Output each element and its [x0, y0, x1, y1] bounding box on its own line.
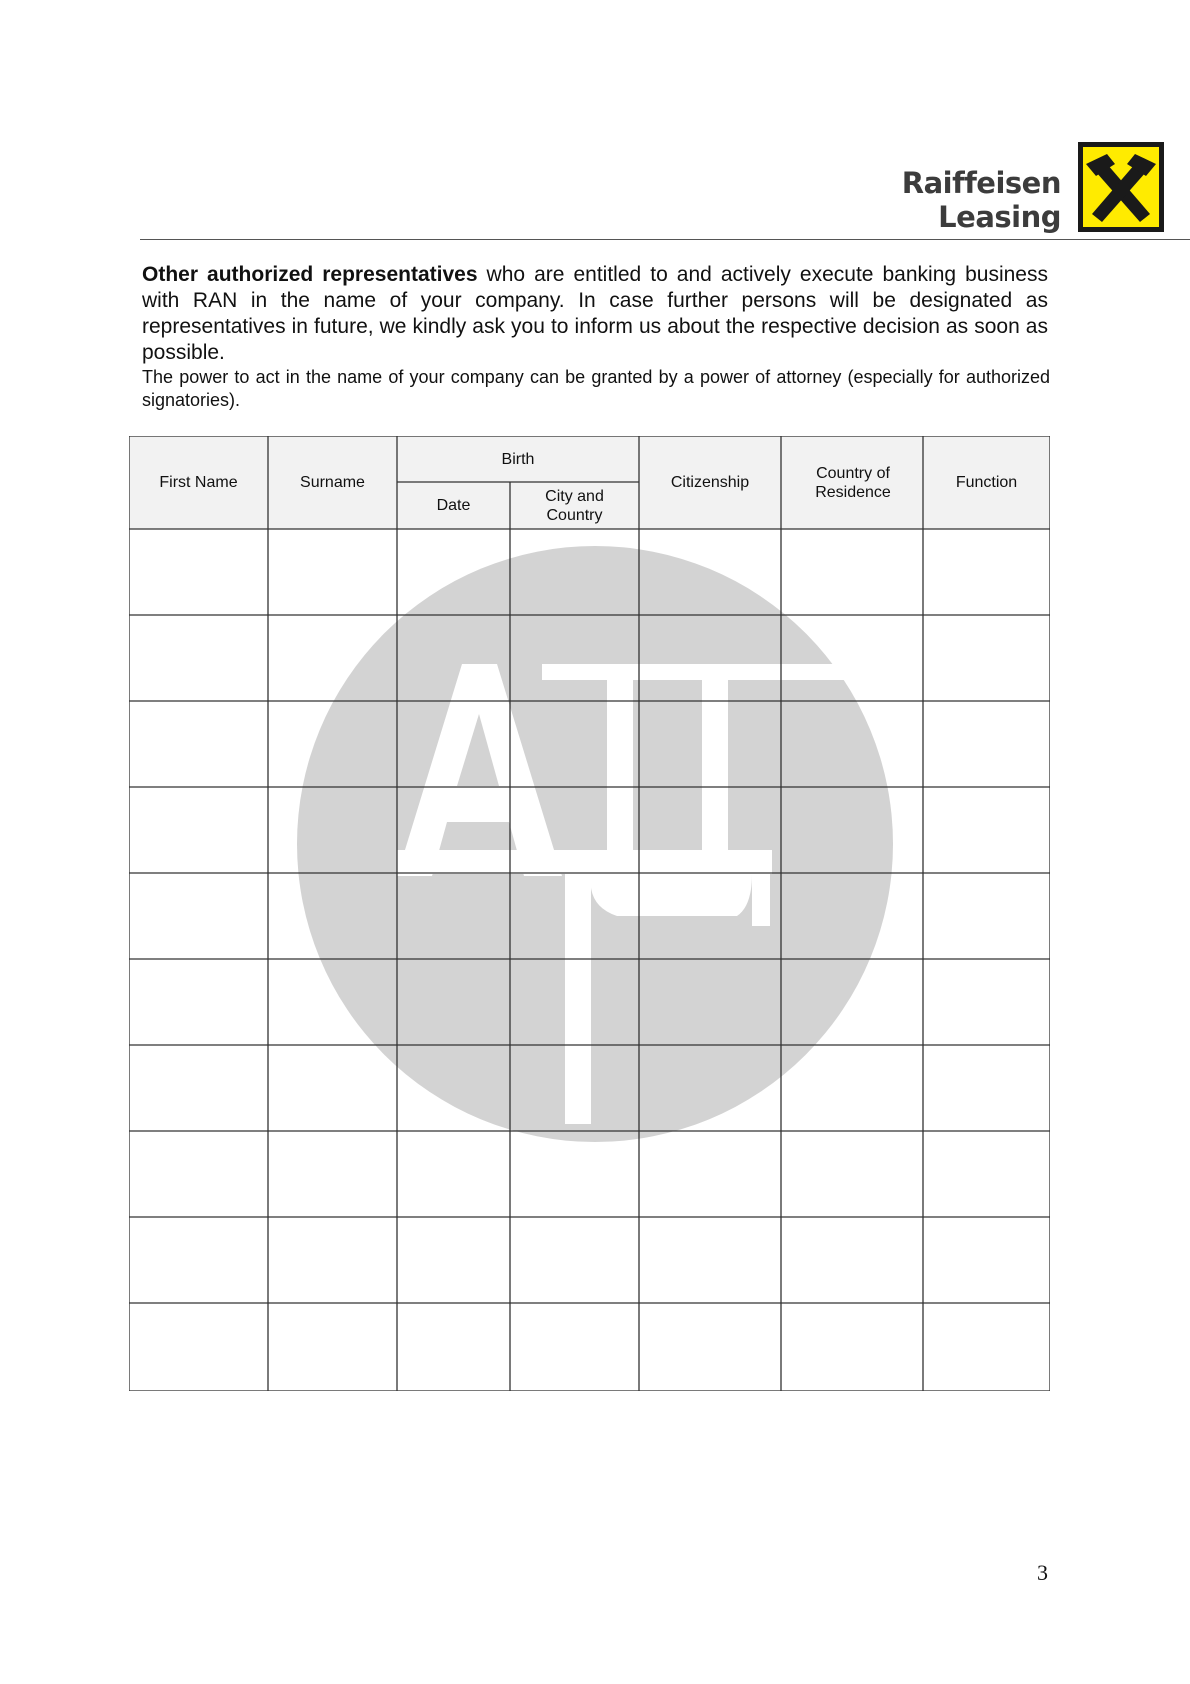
raiffeisen-leasing-logo: [900, 142, 1164, 238]
col-birth-city-country: City and Country: [545, 487, 604, 524]
col-first-name: First Name: [159, 474, 238, 491]
raiffeisen-crossed-gables-icon: [1078, 142, 1164, 232]
intro-paragraph: [142, 262, 1048, 366]
col-function: Function: [955, 474, 1018, 491]
header-divider: [140, 239, 1190, 240]
representatives-table: [129, 436, 1050, 1391]
page-number: 3: [1037, 1560, 1048, 1585]
logo-line-2: Leasing: [938, 200, 1061, 234]
col-surname: Surname: [300, 474, 365, 491]
intro-bold-lead: Other authorized representatives: [142, 263, 478, 286]
col-country-of-residence: Country of Residence: [815, 464, 891, 501]
col-birth: Birth: [501, 450, 535, 468]
intro-text: who are entitled to and actively execute banking business with RAN in the name of your company. In case further persons will be designated as representatives in future, we kindly ask you to inform us about the respective decision as soon as possible.: [142, 263, 1048, 364]
logo-line-1: Raiffeisen: [901, 166, 1061, 200]
power-of-attorney-note: The power to act in the name of your company can be granted by a power of attorney (especially for authorized signatories).: [142, 367, 1050, 410]
logo-wordmark: [900, 166, 1061, 234]
col-birth-date: Date: [436, 497, 471, 514]
col-citizenship: Citizenship: [670, 474, 750, 491]
